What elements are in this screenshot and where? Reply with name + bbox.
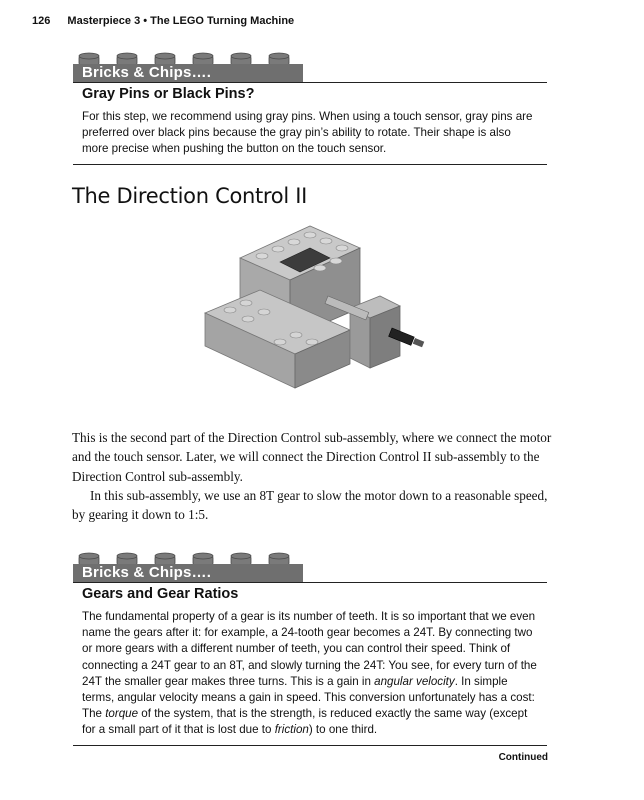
sidebar-top-rule bbox=[73, 82, 547, 83]
page-number: 126 bbox=[32, 15, 51, 27]
sidebar-title: Gears and Gear Ratios bbox=[82, 586, 239, 602]
lego-assembly-illustration bbox=[200, 218, 440, 408]
main-text bbox=[72, 428, 562, 524]
sidebar-top-rule bbox=[73, 582, 547, 583]
body-text: . In simple terms, angular velocity means a gain in speed. This conversion unfortunately has a cost: The bbox=[82, 674, 535, 721]
sidebar-title: Gray Pins or Black Pins? bbox=[82, 86, 255, 102]
body-text: of the system, that is the strength, is reduced exactly the same way (except for a small part of it that is lost due to bbox=[82, 707, 528, 737]
running-title: Masterpiece 3 • The LEGO Turning Machine bbox=[67, 15, 295, 27]
running-head bbox=[32, 15, 294, 27]
banner-label: Bricks & Chips…. bbox=[82, 564, 212, 581]
continued-label: Continued bbox=[498, 752, 548, 763]
term-friction: friction bbox=[274, 723, 309, 737]
main-paragraph: In this sub-assembly, we use an 8T gear to slow the motor down to a reasonable speed, by gearing it down to 1:5. bbox=[72, 487, 548, 523]
main-paragraph: This is the second part of the Direction Control sub-assembly, where we connect the motor and the touch sensor. Later, we will connect the Direction Control II sub-assembly to the Direction Control sub-assembly. bbox=[72, 430, 552, 484]
body-text: ) to one third. bbox=[308, 723, 378, 737]
bricks-chips-banner bbox=[73, 552, 303, 582]
term-torque: torque bbox=[105, 707, 139, 721]
sidebar-bottom-rule bbox=[73, 745, 547, 747]
banner-label: Bricks & Chips…. bbox=[82, 64, 212, 81]
sidebar-gray-pins bbox=[73, 52, 547, 165]
section-title: The Direction Control II bbox=[72, 184, 308, 208]
sidebar-gear-ratios bbox=[73, 552, 547, 746]
sidebar-body: For this step, we recommend using gray pins. When using a touch sensor, gray pins are preferred over black pins because the gray pin’s ability to rotate. Their shape is also more precise when pushing the button on the touch sensor. bbox=[82, 110, 533, 156]
term-angular-velocity: angular velocity bbox=[374, 674, 455, 688]
sidebar-body bbox=[82, 609, 540, 739]
body-text: The fundamental property of a gear is its number of teeth. It is so important that we even name the gears after it: for example, a 24-tooth gear becomes a 24T. By connecting two or more gears with a different number of teeth, you can control their speed. Think of connecting a 24T gear to an 8T, and slowly turning the 24T: You see, for every turn of the 24T the smaller gear makes three turns. This is a gain in bbox=[82, 610, 537, 688]
sidebar-bottom-rule bbox=[73, 164, 547, 166]
bricks-chips-banner bbox=[73, 52, 303, 82]
